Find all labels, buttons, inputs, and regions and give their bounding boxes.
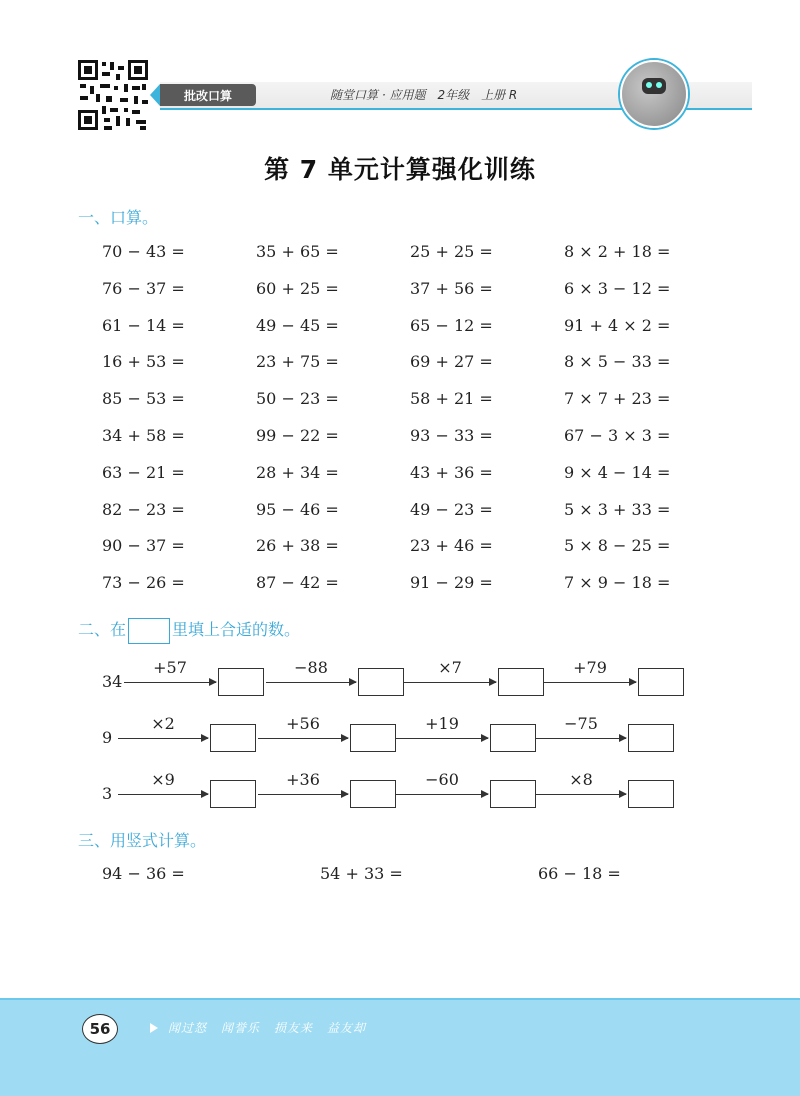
arrow-right-icon [266,682,356,683]
oral-calc-item: 9 × 4 − 14 = [564,462,671,482]
oral-calc-item: 5 × 3 + 33 = [564,499,671,519]
footer [0,998,800,1096]
oral-calc-item: 67 − 3 × 3 = [564,426,671,445]
chain-start-number: 3 [102,784,113,803]
book-title: 随堂口算 · 应用题 2年级 上册 R [330,88,518,102]
motto-phrase: 益友却 [327,1021,367,1035]
oral-calc-item: 60 + 25 = [256,278,339,298]
answer-box[interactable] [350,724,396,752]
section2-heading-post: 里填上合适的数。 [172,620,301,639]
oral-calc-item: 76 − 37 = [102,278,185,298]
oral-calc-item: 70 − 43 = [102,242,185,261]
oral-calc-item: 99 − 22 = [256,426,339,445]
chain-operation: −60 [425,770,459,789]
answer-box[interactable] [350,780,396,808]
oral-calc-item: 63 − 21 = [102,462,185,482]
chain-operation: −75 [564,714,598,733]
motto-phrase: 损友来 [274,1021,314,1035]
oral-calc-item: 8 × 5 − 33 = [564,352,671,372]
arrow-right-icon [396,794,488,795]
chain-operation: +56 [286,714,320,733]
oral-calc-item: 7 × 9 − 18 = [564,573,671,593]
footer-motto [168,1019,380,1036]
arrow-right-icon [118,794,208,795]
blank-box-sample [128,618,170,644]
qr-code-icon [76,58,150,132]
oral-calc-item: 49 − 23 = [410,499,493,519]
oral-calc-item: 90 − 37 = [102,536,185,556]
arrow-right-icon [124,682,216,683]
oral-calc-item: 49 − 45 = [256,315,339,335]
oral-calc-item: 28 + 34 = [256,462,339,482]
answer-box[interactable] [638,668,684,696]
oral-calc-item: 43 + 36 = [410,462,493,482]
arrow-right-icon [396,738,488,739]
robot-mascot-icon [620,60,688,128]
oral-calc-item: 58 + 21 = [410,389,493,409]
oral-calc-item: 91 − 29 = [410,573,493,593]
oral-calc-item: 23 + 46 = [410,536,493,556]
oral-calc-item: 87 − 42 = [256,573,339,593]
oral-calc-item: 26 + 38 = [256,536,339,556]
chain-start-number: 34 [102,672,123,691]
oral-calc-item: 73 − 26 = [102,573,185,593]
oral-calc-item: 82 − 23 = [102,499,185,519]
footer-divider [0,998,800,1000]
oral-calc-item: 7 × 7 + 23 = [564,389,671,409]
chain-operation: −88 [294,658,328,677]
page-number: 56 [82,1014,118,1044]
play-triangle-icon [150,1023,158,1033]
oral-calc-item: 34 + 58 = [102,426,185,445]
chain-start-number: 9 [102,728,113,747]
arrow-right-icon [404,682,496,683]
vertical-calc-item: 66 − 18 = [538,864,621,883]
oral-calc-item: 61 − 14 = [102,315,185,335]
motto-phrase: 闻过怒 [168,1021,208,1035]
section-tag: 批改口算 [160,84,256,106]
arrow-right-icon [258,738,348,739]
arrow-right-icon [118,738,208,739]
answer-box[interactable] [210,724,256,752]
oral-calc-item: 8 × 2 + 18 = [564,242,671,261]
answer-box[interactable] [218,668,264,696]
oral-calc-item: 35 + 65 = [256,242,339,261]
oral-calc-item: 95 − 46 = [256,499,339,519]
answer-box[interactable] [628,724,674,752]
section3-heading: 三、用竖式计算。 [78,831,207,850]
oral-calc-item: 16 + 53 = [102,352,185,372]
chain-operation: +79 [573,658,607,677]
vertical-calc-item: 54 + 33 = [320,864,403,883]
oral-calc-item: 23 + 75 = [256,352,339,372]
chain-operation: ×2 [151,714,175,733]
vertical-calc-item: 94 − 36 = [102,864,185,883]
answer-box[interactable] [490,780,536,808]
arrow-right-icon [544,682,636,683]
answer-box[interactable] [210,780,256,808]
section1-heading: 一、口算。 [78,208,159,227]
chain-operation: +36 [286,770,320,789]
oral-calc-item: 6 × 3 − 12 = [564,278,671,298]
answer-box[interactable] [490,724,536,752]
oral-calc-item: 65 − 12 = [410,315,493,335]
oral-calc-item: 93 − 33 = [410,426,493,445]
answer-box[interactable] [628,780,674,808]
answer-box[interactable] [358,668,404,696]
chain-operation: +57 [153,658,187,677]
oral-calc-item: 50 − 23 = [256,389,339,409]
oral-calc-item: 37 + 56 = [410,278,493,298]
arrow-right-icon [536,794,626,795]
section2-heading [78,617,300,644]
oral-calc-item: 91 + 4 × 2 = [564,315,671,335]
arrow-right-icon [536,738,626,739]
chain-operation: +19 [425,714,459,733]
motto-phrase: 闻誉乐 [221,1021,261,1035]
tag-arrow-icon [150,84,160,106]
oral-calc-item: 85 − 53 = [102,389,185,409]
page-title: 第 7 单元计算强化训练 [264,155,536,184]
answer-box[interactable] [498,668,544,696]
chain-operation: ×8 [569,770,593,789]
chain-operation: ×9 [151,770,175,789]
oral-calc-item: 25 + 25 = [410,242,493,261]
chain-operation: ×7 [438,658,462,677]
arrow-right-icon [258,794,348,795]
section2-heading-pre: 二、在 [78,620,127,639]
oral-calc-item: 5 × 8 − 25 = [564,536,671,556]
oral-calc-item: 69 + 27 = [410,352,493,372]
